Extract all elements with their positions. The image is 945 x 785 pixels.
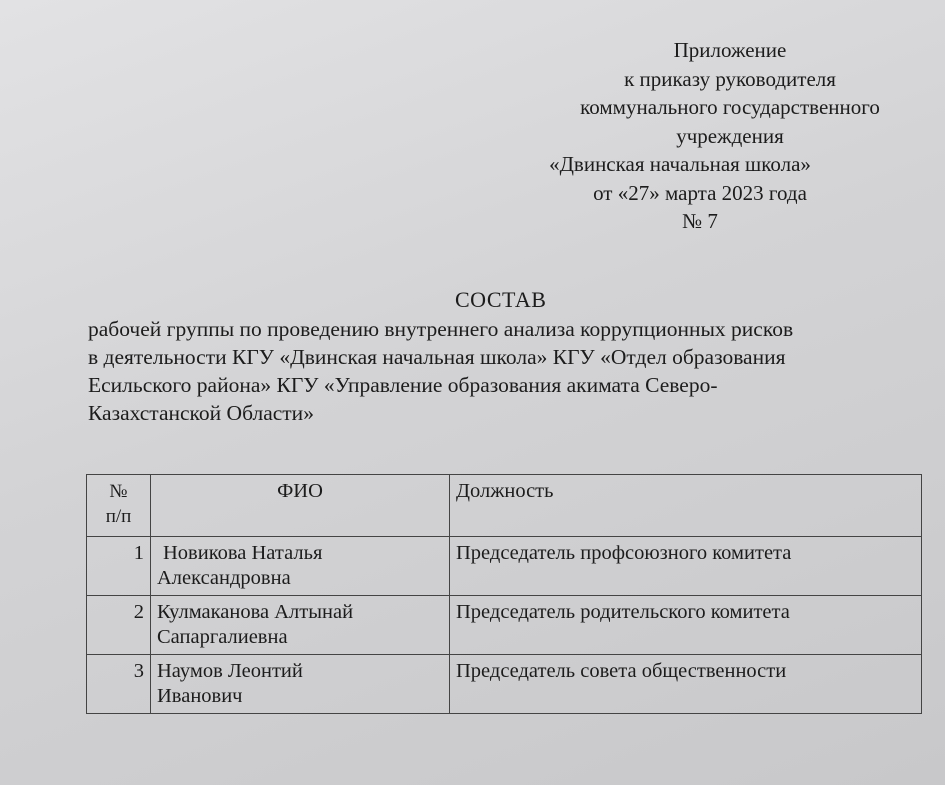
row-position: Председатель профсоюзного комитета	[450, 537, 922, 596]
row-name	[151, 655, 450, 714]
header-position: Должность	[450, 475, 922, 537]
table-row	[87, 655, 922, 714]
subtitle-line: рабочей группы по проведению внутреннего анализа коррупционных рисков	[88, 317, 794, 341]
subtitle-line: в деятельности КГУ «Двинская начальная школа» КГУ «Отдел образования	[88, 345, 786, 369]
document-subtitle	[88, 315, 928, 427]
row-name-line: Сапаргалиевна	[157, 626, 288, 648]
row-name-line: Кулмаканова Алтынай	[157, 601, 354, 623]
header-number	[87, 475, 151, 537]
document-title: СОСТАВ	[455, 287, 547, 312]
appendix-line: коммунального государственного	[580, 95, 880, 119]
appendix-line: № 7	[682, 209, 718, 233]
header-name: ФИО	[151, 475, 450, 537]
table-header-row	[87, 475, 922, 537]
row-number: 3	[87, 655, 151, 714]
appendix-block	[520, 36, 940, 236]
appendix-line: к приказу руководителя	[624, 66, 836, 91]
row-name-line: Наумов Леонтий	[157, 660, 303, 682]
subtitle-line: Казахстанской Области»	[88, 401, 314, 425]
table-row	[87, 596, 922, 655]
row-name	[151, 537, 450, 596]
header-number-line: п/п	[105, 506, 132, 527]
row-position: Председатель родительского комитета	[450, 596, 922, 655]
appendix-line: Приложение	[673, 38, 787, 62]
row-position: Председатель совета общественности	[450, 655, 922, 714]
row-number: 1	[87, 537, 151, 596]
members-table	[86, 474, 922, 714]
table-row	[87, 537, 922, 596]
row-number: 2	[87, 596, 151, 655]
row-name-line: Александровна	[157, 567, 291, 589]
appendix-line: учреждения	[676, 123, 784, 148]
appendix-line: от «27» марта 2023 года	[593, 180, 807, 205]
header-number-line: №	[109, 481, 128, 502]
appendix-line: «Двинская начальная школа»	[549, 152, 811, 176]
subtitle-line: Есильского района» КГУ «Управление образования акимата Северо-	[88, 373, 718, 397]
row-name-line: Новикова Наталья	[163, 542, 323, 564]
row-name-line: Иванович	[157, 685, 243, 707]
row-name	[151, 596, 450, 655]
